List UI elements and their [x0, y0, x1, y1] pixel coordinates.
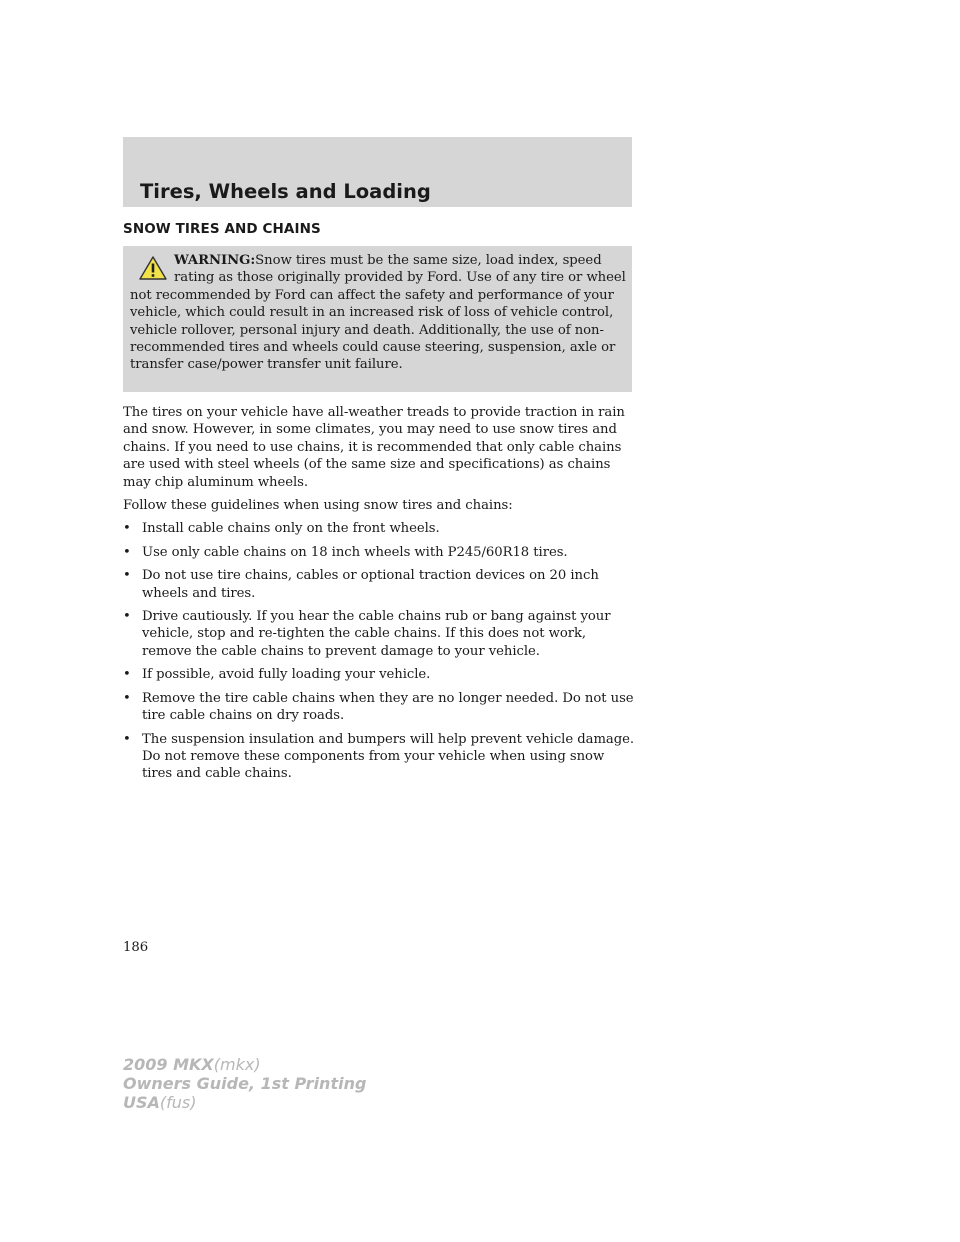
footer-line-market: USA(fus) [123, 1093, 197, 1112]
bullet-icon: • [123, 568, 131, 584]
bullet-icon: • [123, 609, 131, 625]
bullet-icon: • [123, 667, 131, 683]
guidelines-lead: Follow these guidelines when using snow tires and chains: [123, 498, 513, 514]
bullet-icon: • [123, 521, 131, 537]
page-number: 186 [123, 940, 149, 955]
page-header [123, 137, 632, 207]
warning-box [123, 246, 632, 392]
list-item: • Install cable chains only on the front wheels. [123, 521, 440, 537]
section-heading: SNOW TIRES AND CHAINS [123, 221, 321, 237]
list-item: • Use only cable chains on 18 inch wheels with P245/60R18 tires. [123, 544, 568, 560]
list-item: • Do not use tire chains, cables or optional traction devices on 20 inch wheels and tires. [123, 568, 599, 601]
list-item: • The suspension insulation and bumpers will help prevent vehicle damage. Do not remove these components from your vehicle when using snow tires and cable chains. [123, 731, 634, 782]
list-item: • If possible, avoid fully loading your vehicle. [123, 667, 431, 683]
body-content [123, 404, 638, 789]
footer-line-model: 2009 MKX(mkx) [123, 1055, 261, 1074]
guidelines-list [123, 520, 638, 782]
warning-label: WARNING: [174, 253, 256, 268]
bullet-icon: • [123, 731, 131, 747]
list-item: • Drive cautiously. If you hear the cable chains rub or bang against your vehicle, stop and re-tighten the cable chains. If this does not work, remove the cable chains to prevent damage to your vehicle. [123, 609, 611, 659]
warning-text [130, 252, 630, 374]
bullet-icon: • [123, 544, 131, 560]
bullet-icon: • [123, 690, 131, 706]
warning-body: Snow tires must be the same size, load index, speed rating as those originally provided by Ford. Use of any tire or wheel not recommended by Ford can affect the safety and performance of your vehicle, which could result in an increased risk of loss of vehicle control, vehicle rollover, personal injury and death. Additionally, the use of non-recommended tires and wheels could cause steering, suspension, axle or transfer case/power transfer unit failure. [130, 253, 626, 373]
footer-line-edition: Owners Guide, 1st Printing [123, 1074, 367, 1093]
intro-paragraph: The tires on your vehicle have all-weather treads to provide traction in rain and snow. However, in some climates, you may need to use snow tires and chains. If you need to use chains, it is recommended that only cable chains are used with steel wheels (of the same size and specifications) as chains may chip aluminum wheels. [123, 405, 625, 490]
list-item: • Remove the tire cable chains when they are no longer needed. Do not use tire cable chains on dry roads. [123, 690, 634, 724]
print-footer [123, 1055, 366, 1112]
page-title: Tires, Wheels and Loading [140, 180, 431, 203]
